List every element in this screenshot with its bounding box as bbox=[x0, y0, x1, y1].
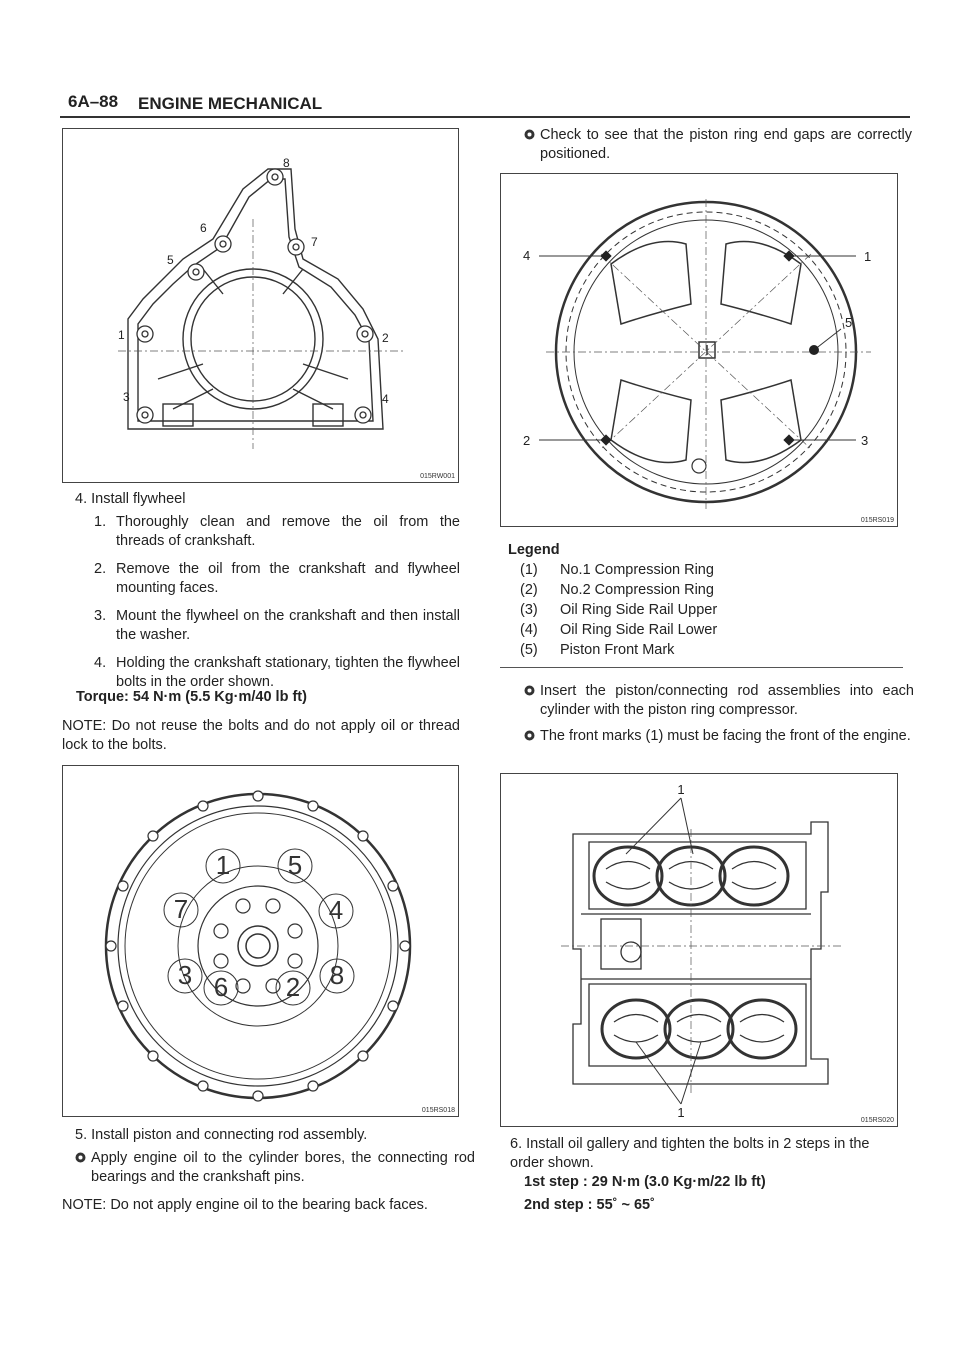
flywheel-label-7: 7 bbox=[173, 894, 189, 924]
step4-list bbox=[94, 513, 460, 701]
flywheel-illustration bbox=[63, 766, 458, 1116]
step5-title: 5. Install piston and connecting rod assembly. bbox=[75, 1127, 368, 1143]
step4-title: 4. Install flywheel bbox=[75, 491, 186, 507]
header-rule bbox=[60, 116, 910, 118]
figure-code: 015RS020 bbox=[860, 1117, 894, 1124]
legend-list bbox=[520, 561, 900, 661]
rear-cover-label-8: 8 bbox=[283, 156, 290, 170]
flywheel-label-8: 8 bbox=[329, 960, 345, 990]
figure-code: 015RW001 bbox=[420, 473, 455, 480]
step6-first: 1st step : 29 N·m (3.0 Kg·m/22 lb ft) bbox=[524, 1174, 766, 1190]
legend-rule bbox=[500, 667, 903, 668]
bullet-icon bbox=[524, 129, 535, 140]
bullet-icon bbox=[524, 685, 535, 696]
bullet-icon bbox=[75, 1152, 86, 1163]
piston-illustration bbox=[501, 174, 897, 526]
legend-title: Legend bbox=[508, 542, 560, 558]
rear-cover-label-7: 7 bbox=[311, 235, 318, 249]
bullet-insert-piston: Insert the piston/connecting rod assemblies into each cylinder with the piston ring compressor. bbox=[524, 682, 914, 720]
flywheel-label-3: 3 bbox=[177, 960, 193, 990]
figure-code: 015RS019 bbox=[860, 517, 894, 524]
bullet-apply-oil: Apply engine oil to the cylinder bores, the connecting rod bearings and the crankshaft pins. bbox=[75, 1149, 475, 1187]
list-item: 4. Holding the crankshaft stationary, tighten the flywheel bolts in the order shown. bbox=[94, 655, 460, 690]
flywheel-label-4: 4 bbox=[328, 895, 344, 925]
figure-rear-cover bbox=[62, 128, 459, 483]
figure-cylinder-block bbox=[500, 773, 898, 1127]
note-bearing: NOTE: Do not apply engine oil to the bearing back faces. bbox=[62, 1197, 428, 1213]
piston-label-2: 2 bbox=[523, 433, 531, 448]
cylinder-block-illustration bbox=[501, 774, 897, 1126]
legend-item: (3) Oil Ring Side Rail Upper bbox=[520, 602, 718, 618]
rear-cover-label-6: 6 bbox=[200, 221, 207, 235]
figure-flywheel bbox=[62, 765, 459, 1117]
torque-spec: Torque: 54 N·m (5.5 Kg·m/40 lb ft) bbox=[76, 689, 307, 705]
step6-title: 6. Install oil gallery and tighten the bolts in 2 steps in the order shown. bbox=[510, 1136, 870, 1171]
piston-label-4: 4 bbox=[523, 248, 531, 263]
page-code: 6A–88 bbox=[68, 92, 119, 111]
page-header bbox=[60, 88, 910, 118]
legend-item: (4) Oil Ring Side Rail Lower bbox=[520, 622, 718, 638]
bullet-front-marks: The front marks (1) must be facing the front of the engine. bbox=[524, 727, 914, 746]
step6-second: 2nd step : 55˚ ~ 65˚ bbox=[524, 1197, 655, 1213]
flywheel-label-6: 6 bbox=[213, 972, 229, 1002]
note-bolts: NOTE: Do not reuse the bolts and do not apply oil or thread lock to the bolts. bbox=[62, 718, 460, 753]
bullet-icon bbox=[524, 730, 535, 741]
flywheel-label-5: 5 bbox=[287, 850, 303, 880]
legend-item: (2) No.2 Compression Ring bbox=[520, 582, 714, 598]
list-item: 3. Mount the flywheel on the crankshaft and then install the washer. bbox=[94, 608, 460, 643]
figure-code: 015RS018 bbox=[421, 1107, 455, 1114]
list-item: 2. Remove the oil from the crankshaft and flywheel mounting faces. bbox=[94, 561, 460, 596]
list-item: 1. Thoroughly clean and remove the oil from the threads of crankshaft. bbox=[94, 514, 460, 549]
bullet-ring-gaps: Check to see that the piston ring end gaps are correctly positioned. bbox=[524, 126, 912, 164]
block-label-1-bottom: 1 bbox=[677, 1105, 685, 1120]
block-label-1-top: 1 bbox=[677, 782, 685, 797]
rear-cover-label-2: 2 bbox=[382, 331, 389, 345]
legend-item: (1) No.1 Compression Ring bbox=[520, 562, 714, 578]
piston-label-1: 1 bbox=[864, 249, 872, 264]
rear-cover-illustration bbox=[63, 129, 458, 482]
figure-piston-top bbox=[500, 173, 898, 527]
legend-item: (5) Piston Front Mark bbox=[520, 642, 675, 658]
section-title: ENGINE MECHANICAL bbox=[138, 94, 323, 113]
rear-cover-label-4: 4 bbox=[382, 392, 389, 406]
flywheel-label-1: 1 bbox=[215, 850, 231, 880]
piston-label-3: 3 bbox=[861, 433, 869, 448]
rear-cover-label-5: 5 bbox=[167, 253, 174, 267]
rear-cover-label-3: 3 bbox=[123, 390, 130, 404]
flywheel-label-2: 2 bbox=[285, 972, 301, 1002]
rear-cover-label-1: 1 bbox=[118, 328, 125, 342]
piston-label-5: 5 bbox=[845, 315, 853, 330]
